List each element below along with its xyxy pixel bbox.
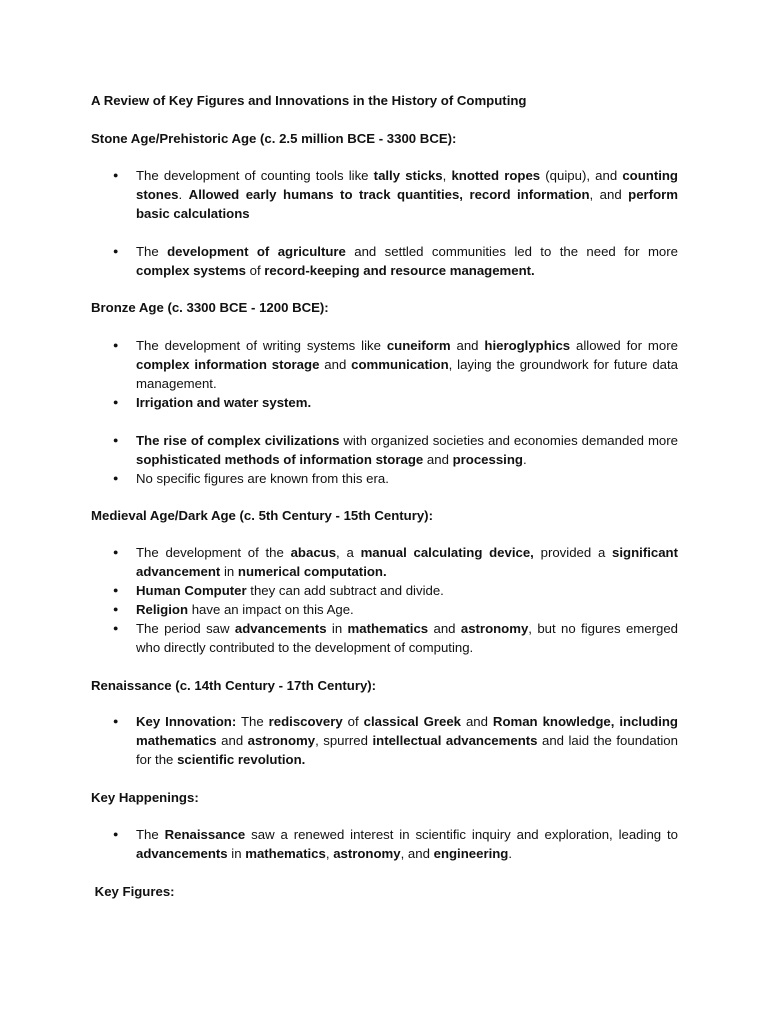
list-item [91,469,678,488]
bold-text: hieroglyphics [484,338,571,353]
text: with organized societies and economies demanded more [339,433,678,448]
list-item [91,600,678,619]
text: The development of counting tools like [136,168,374,183]
bold-text: Key Innovation: [136,714,237,729]
text: allowed for more [570,338,678,353]
bold-text: Renaissance [164,827,246,842]
text: (quipu), and [540,168,623,183]
bold-text: engineering [433,846,509,861]
text: and [450,338,485,353]
bold-text: communication [351,357,449,372]
bold-text: astronomy [247,733,316,748]
text: The period saw [136,621,235,636]
list-item [91,336,678,393]
bold-text: counting stones [136,168,678,202]
text: and [423,452,453,467]
bold-text: astronomy [333,846,401,861]
text: and [216,733,248,748]
bold-text: advancements [136,846,228,861]
bold-text: record-keeping and resource management. [264,263,535,278]
bold-text: significant advancement [136,545,678,579]
bold-text: tally sticks [373,168,443,183]
bronze-age-list [91,336,678,488]
bold-text: complex systems [136,263,246,278]
bold-text: Roman knowledge, including mathematics [136,714,678,748]
text: , and [589,187,629,202]
section-heading-key-figures: Key Figures: [91,884,175,899]
text: and laid the foundation for the [136,733,678,767]
list-item [91,581,678,600]
list-item [91,712,678,769]
text: provided a [533,545,613,560]
section-heading-key-happenings: Key Happenings: [91,790,199,805]
section-heading-stone-age: Stone Age/Prehistoric Age (c. 2.5 million BCE - 3300 BCE): [91,131,457,146]
text: and settled communities led to the need for more [345,244,678,259]
text: they can add subtract and divide. [246,583,444,598]
text: have an impact on this Age. [188,602,354,617]
bold-text: cuneiform [386,338,451,353]
bold-text: Human Computer [136,583,247,598]
text: and [428,621,461,636]
bold-text: mathematics [347,621,429,636]
text: and [460,714,493,729]
text: . [522,452,527,467]
text: No specific figures are known from this era. [136,471,389,486]
bold-text: scientific revolution. [177,752,306,767]
list-item [91,543,678,581]
bold-text: The rise of complex civilizations [136,433,340,448]
text: in [326,621,348,636]
bold-text: perform basic calculations [136,187,678,221]
text: of [245,263,265,278]
bold-text: knotted ropes [451,168,541,183]
key-happenings-list [91,825,678,863]
list-item [91,166,678,223]
bold-text: numerical computation. [237,564,387,579]
text: The [136,827,165,842]
text: , laying the groundwork for future data management. [136,357,678,391]
list-item [91,242,678,280]
stone-age-list [91,166,678,280]
text: , spurred [315,733,373,748]
bold-text: Irrigation and water system. [136,395,312,410]
text: , a [336,545,361,560]
text: , [442,168,452,183]
bold-text: manual calculating device, [360,545,534,560]
text: The development of the [136,545,291,560]
bold-text: rediscovery [268,714,343,729]
list-item [91,393,678,412]
text: saw a renewed interest in scientific inquiry and exploration, leading to [245,827,678,842]
list-item [91,825,678,863]
bold-text: development of agriculture [167,244,346,259]
renaissance-list [91,712,678,769]
bold-text: classical Greek [363,714,461,729]
text: . [178,187,189,202]
text: The [136,244,168,259]
bold-text: complex information storage [136,357,320,372]
text: in [227,846,246,861]
text: , [325,846,334,861]
bold-text: abacus [290,545,337,560]
bold-text: processing [452,452,523,467]
bold-text: sophisticated methods of information storage [136,452,424,467]
text: The development of writing systems like [136,338,387,353]
text: The [236,714,269,729]
section-heading-medieval-age: Medieval Age/Dark Age (c. 5th Century - 15th Century): [91,508,433,523]
document-title: A Review of Key Figures and Innovations in the History of Computing [91,93,527,108]
text: of [342,714,364,729]
medieval-age-list [91,543,678,657]
bold-text: intellectual advancements [372,733,538,748]
text: and [319,357,352,372]
text: , and [400,846,434,861]
bold-text: Religion [136,602,189,617]
text: . [508,846,513,861]
bold-text: astronomy [460,621,529,636]
bold-text: Allowed early humans to track quantities, record information [188,187,590,202]
list-item [91,619,678,657]
bold-text: advancements [234,621,327,636]
text: , but no figures emerged who directly contributed to the development of computing. [136,621,679,655]
bold-text: mathematics [245,846,326,861]
section-heading-renaissance: Renaissance (c. 14th Century - 17th Century): [91,678,377,693]
list-item [91,431,678,469]
text: in [220,564,238,579]
section-heading-bronze-age: Bronze Age (c. 3300 BCE - 1200 BCE): [91,300,329,315]
